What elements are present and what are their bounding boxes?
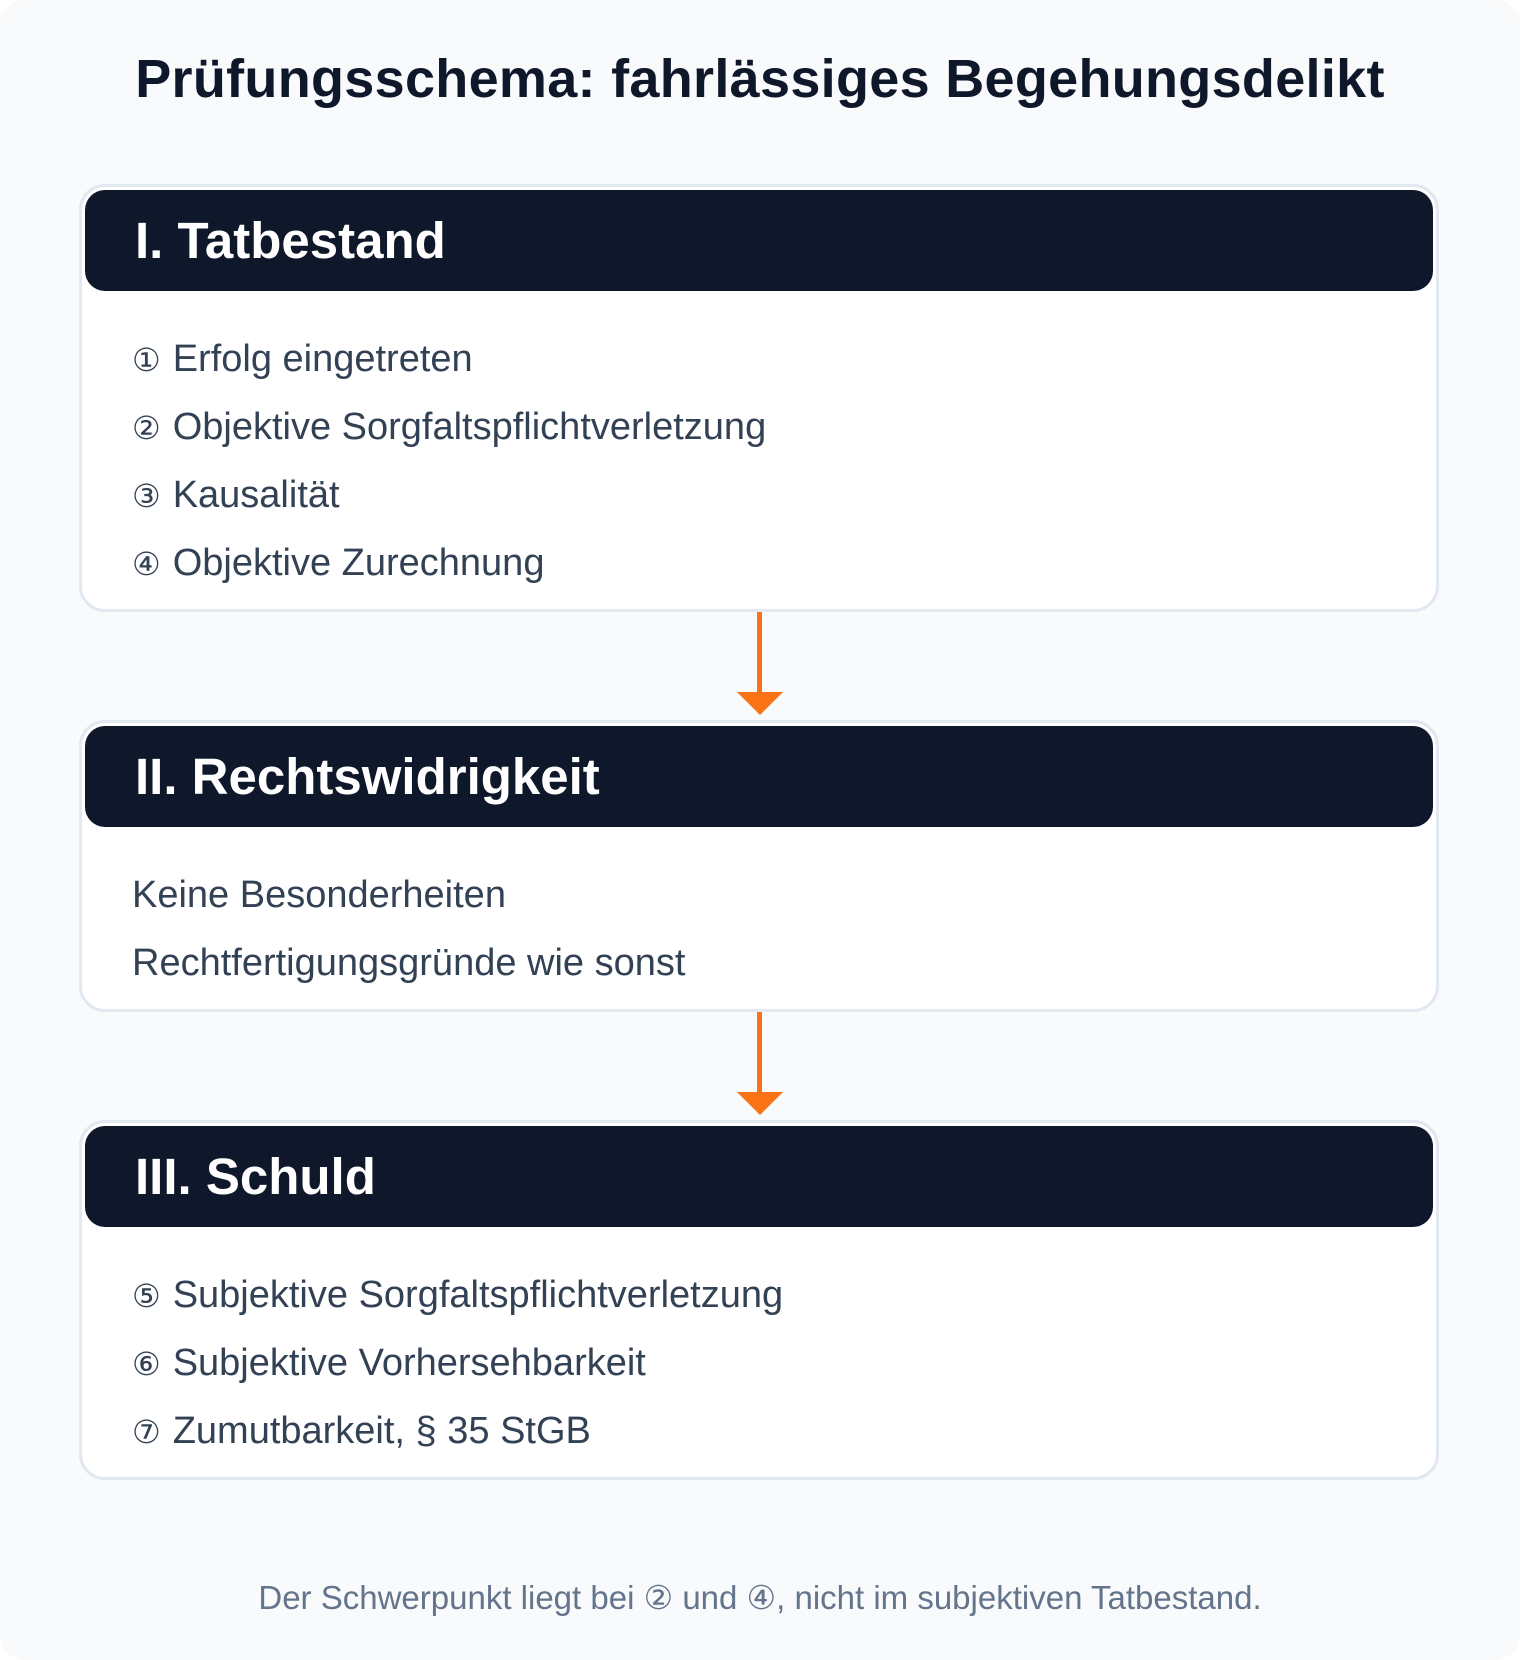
item-text: Objektive Sorgfaltspflichtverletzung <box>172 406 767 448</box>
list-item <box>132 861 685 929</box>
list-item <box>132 461 766 529</box>
item-text: Zumutbarkeit, § 35 StGB <box>172 1410 591 1452</box>
section-title: III. Schuld <box>135 1148 376 1205</box>
step-number: ② <box>132 409 161 447</box>
list-item <box>132 1329 783 1397</box>
section-header <box>85 1126 1433 1227</box>
section-item-list <box>132 861 685 997</box>
step-number: ⑥ <box>132 1345 161 1383</box>
flow-arrow <box>737 612 783 717</box>
section-header <box>85 190 1433 291</box>
list-item <box>132 1397 783 1465</box>
list-item <box>132 929 685 997</box>
footnote: Der Schwerpunkt liegt bei ② und ④, nicht im subjektiven Tatbestand. <box>258 1579 1262 1616</box>
item-text: Kausalität <box>172 474 340 516</box>
step-number: ③ <box>132 477 161 515</box>
section-card-schuld <box>79 1120 1439 1480</box>
step-number: ⑦ <box>132 1413 161 1451</box>
item-text: Objektive Zurechnung <box>172 542 545 584</box>
step-number: ④ <box>132 545 161 583</box>
step-number: ① <box>132 341 161 379</box>
section-title: II. Rechtswidrigkeit <box>135 748 600 805</box>
section-item-list <box>132 1261 783 1465</box>
list-item <box>132 325 766 393</box>
section-card-tatbestand <box>79 184 1439 612</box>
arrow-shaft <box>757 612 762 697</box>
section-header <box>85 726 1433 827</box>
item-text: Rechtfertigungsgründe wie sonst <box>132 942 686 984</box>
arrow-head-icon <box>737 692 783 715</box>
section-card-rechtswidrigkeit <box>79 720 1439 1012</box>
list-item <box>132 529 766 597</box>
flow-arrow <box>737 1012 783 1117</box>
item-text: Subjektive Vorhersehbarkeit <box>172 1342 646 1384</box>
list-item <box>132 393 766 461</box>
item-text: Keine Besonderheiten <box>132 874 506 916</box>
arrow-shaft <box>757 1012 762 1097</box>
section-item-list <box>132 325 766 597</box>
item-text: Erfolg eingetreten <box>172 338 473 380</box>
item-text: Subjektive Sorgfaltspflichtverletzung <box>172 1274 784 1316</box>
step-number: ⑤ <box>132 1277 161 1315</box>
list-item <box>132 1261 783 1329</box>
page-title: Prüfungsschema: fahrlässiges Begehungsdelikt <box>135 49 1385 109</box>
section-title: I. Tatbestand <box>135 212 446 269</box>
arrow-head-icon <box>737 1092 783 1115</box>
